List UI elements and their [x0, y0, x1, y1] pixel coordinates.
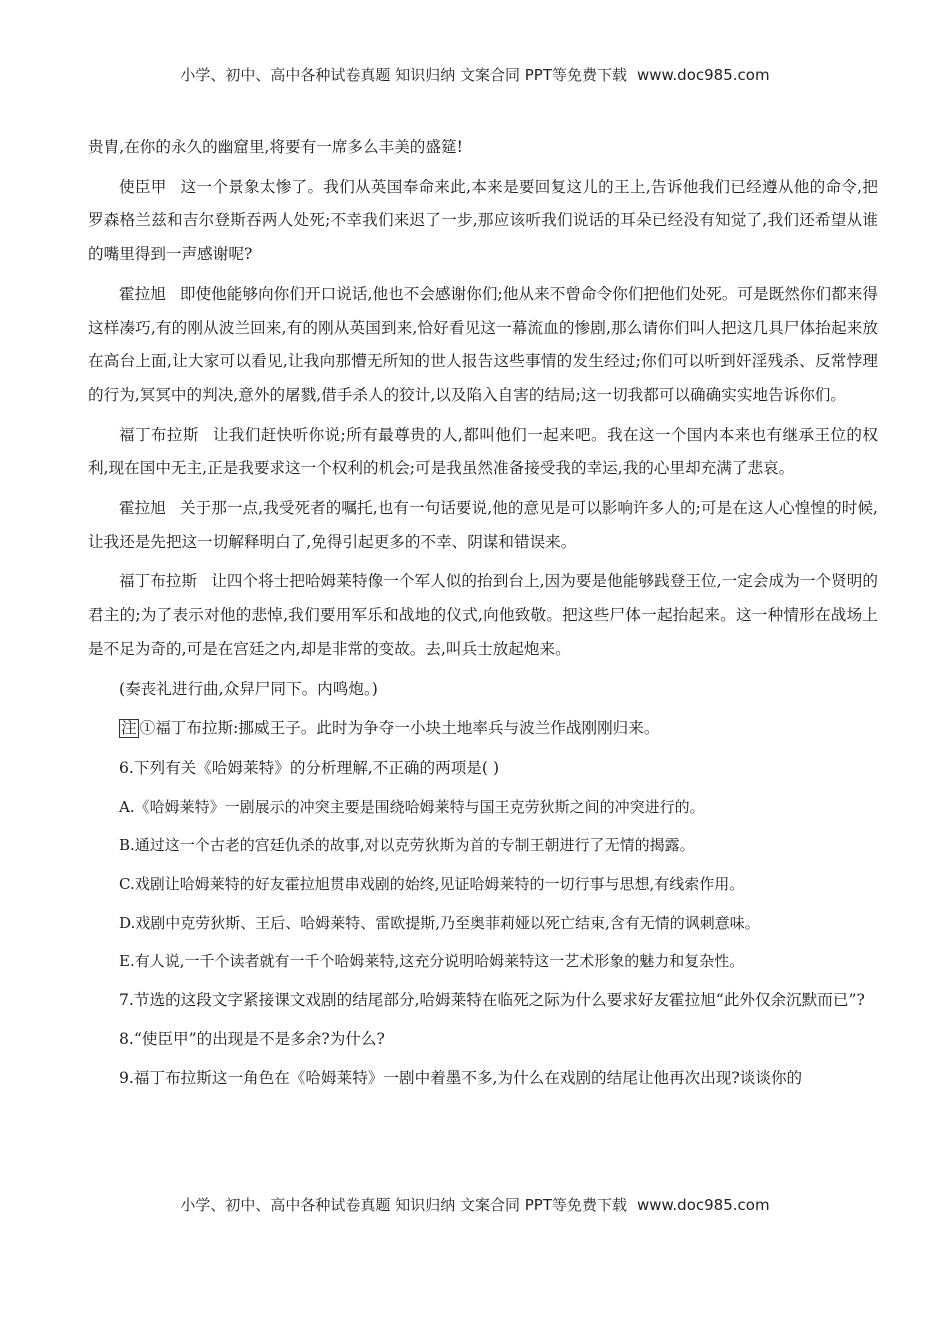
dialogue-text: 让四个将士把哈姆莱特像一个军人似的抬到台上,因为要是他能够践登王位,一定会成为一个贤明的君主的;为了表示对他的悲悼,我们要用军乐和战地的仪式,向他致敬。把这些尸体一起抬起来。这一种情形在战场上是不足为奇的,可是在宫廷之内,却是非常的变故。去,叫兵士放起炮来。 — [88, 572, 878, 658]
note-label: 注 — [121, 719, 137, 738]
speaker-name: 使臣甲 — [119, 177, 167, 196]
speaker-name: 福丁布拉斯 — [119, 425, 199, 444]
speaker-name: 霍拉旭 — [119, 499, 166, 518]
note-text: ①福丁布拉斯:挪威王子。此时为争夺一小块土地率兵与波兰作战刚刚归来。 — [139, 719, 660, 738]
dialogue-paragraph — [88, 278, 878, 413]
question-6-option-c: C.戏剧让哈姆莱特的好友霍拉旭贯串戏剧的始终,见证哈姆莱特的一切行事与思想,有线索作用。 — [119, 875, 745, 894]
question-6-option-b: B.通过这一个古老的宫廷仇杀的故事,对以克劳狄斯为首的专制王朝进行了无情的揭露。 — [119, 836, 695, 855]
question-6-option-d: D.戏剧中克劳狄斯、王后、哈姆莱特、雷欧提斯,乃至奥菲莉娅以死亡结束,含有无情的讽刺意味。 — [119, 913, 760, 932]
dialogue-text: 即使他能够向你们开口说话,他也不会感谢你们;他从来不曾命令你们把他们处死。可是既然你们都来得这样凑巧,有的刚从波兰回来,有的刚从英国到来,恰好看见这一幕流血的惨剧,那么请你们叫人把这几具尸体抬起来放在高台上面,让大家可以看见,让我向那懵无所知的世人报告这些事情的发生经过;你们可以听到奸淫残杀、反常悖理的行为,冥冥中的判决,意外的屠戮,借手杀人的狡计,以及陷入自害的结局;这一切我都可以确确实实地告诉你们。 — [88, 284, 878, 404]
dialogue-paragraph — [88, 171, 878, 272]
stage-direction: (奏丧礼进行曲,众舁尸同下。内鸣炮。) — [119, 679, 378, 698]
header-url[interactable]: www.doc985.com — [636, 66, 770, 84]
dialogue-paragraph — [88, 565, 878, 666]
document-body — [88, 131, 878, 1100]
question-9: 9.福丁布拉斯这一角色在《哈姆莱特》一剧中着墨不多,为什么在戏剧的结尾让他再次出现?谈谈你的 — [119, 1068, 803, 1087]
dialogue-paragraph — [88, 492, 878, 559]
dialogue-text: 让我们赶快听你说;所有最尊贵的人,都叫他们一起来吧。我在这一个国内本来也有继承王位的权利,现在国中无主,正是我要求这一个权利的机会;可是我虽然准备接受我的幸运,我的心里却充满了悲哀。 — [88, 425, 878, 478]
question-8: 8.“使臣甲”的出现是不是多余?为什么? — [119, 1029, 385, 1048]
footer-url[interactable]: www.doc985.com — [636, 1196, 770, 1214]
header-text: 小学、初中、高中各种试卷真题 知识归纳 文案合同 PPT等免费下载 — [180, 66, 627, 84]
question-6-stem: 6.下列有关《哈姆莱特》的分析理解,不正确的两项是( ) — [119, 758, 500, 777]
dialogue-paragraph — [88, 419, 878, 486]
speaker-name: 福丁布拉斯 — [119, 572, 198, 591]
speaker-name: 霍拉旭 — [119, 284, 166, 303]
footer-text: 小学、初中、高中各种试卷真题 知识归纳 文案合同 PPT等免费下载 — [180, 1196, 627, 1214]
question-6-option-e: E.有人说,一千个读者就有一千个哈姆莱特,这充分说明哈姆莱特这一艺术形象的魅力和复杂性。 — [119, 952, 745, 971]
footnote — [88, 712, 878, 746]
question-6-option-a: A.《哈姆莱特》一剧展示的冲突主要是围绕哈姆莱特与国王克劳狄斯之间的冲突进行的。 — [119, 797, 705, 816]
passage-opening: 贵胄,在你的永久的幽窟里,将要有一席多么丰美的盛筵! — [88, 138, 463, 156]
question-list — [88, 752, 878, 1095]
page-footer — [0, 1194, 950, 1215]
dialogue-text: 这一个景象太惨了。我们从英国奉命来此,本来是要回复这儿的王上,告诉他我们已经遵从他的命令,把罗森格兰兹和吉尔登斯吞两人处死;不幸我们来迟了一步,那应该听我们说话的耳朵已经没有知觉了,我们还希望从谁的嘴里得到一声感谢呢? — [88, 177, 878, 264]
dialogue-text: 关于那一点,我受死者的嘱托,也有一句话要说,他的意见是可以影响许多人的;可是在这人心惶惶的时候,让我还是先把这一切解释明白了,免得引起更多的不幸、阴谋和错误来。 — [88, 499, 878, 551]
page-header — [0, 64, 950, 85]
question-7: 7.节选的这段文字紧接课文戏剧的结尾部分,哈姆莱特在临死之际为什么要求好友霍拉旭“此外仅余沉默而已”? — [119, 991, 865, 1010]
